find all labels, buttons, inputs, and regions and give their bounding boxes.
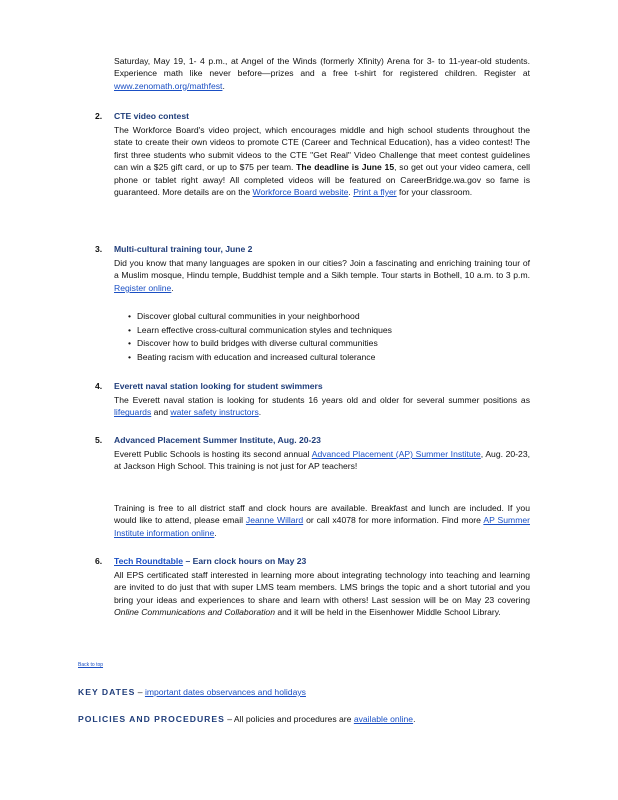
deadline-text: The deadline is June 15 [296,162,395,173]
mathfest-text: Saturday, May 19, 1- 4 p.m., at Angel of the Winds (formerly Xfinity) Arena for 3- to 11-year-old students. Experience math like never before—prizes and a free t-shirt for registered children. Register at [114,56,530,79]
item-title-cte-video-contest: CTE video contest [114,111,189,121]
policies-available-online-link[interactable]: available online [353,714,414,724]
item-title-multicultural-tour: Multi-cultural training tour, June 2 [114,244,253,254]
register-online-link[interactable]: Register online [114,282,172,293]
key-dates-line: KEY DATES – important dates observances and holidays [78,687,306,697]
multicultural-paragraph: Did you know that many languages are spoken in our cities? Join a fascinating and enriching training tour of a Muslim mosque, Hindu temple, Buddhist temple and a Sikh temple. Tour starts in Bothell, 10 a.m. to 3 p.m. Register online. [114,258,530,293]
list-item: • Learn effective cross-cultural communication styles and techniques [128,324,508,338]
tech-roundtable-link[interactable]: Tech Roundtable [114,556,184,566]
cte-contest-paragraph: The Workforce Board's video project, which encourages middle and high school students throughout the state to create their own videos to promote CTE (Career and Technical Education), has a video contest! The first three students who submit videos to the CTE "Get Real" Video Challenge that meet contest guidelines can win a $25 gift card, or up to $75 per team. The deadline is June 15, so get out your video camera, cell phone or tablet right away! All completed videos will be featured on CareerBridge.wa.gov so fame is guaranteed. More details are on the Workforce Board website. Print a flyer for your classroom. [114,125,530,198]
key-dates-label: KEY DATES [78,687,136,697]
item-title-ap-summer-institute: Advanced Placement Summer Institute, Aug. 20-23 [114,435,321,445]
jeanne-willard-email-link[interactable]: Jeanne Willard [245,515,304,526]
item-number-6: 6. [95,556,103,566]
list-item: • Discover how to build bridges with diverse cultural communities [128,337,508,351]
item-number-4: 4. [95,381,103,391]
item-number-5: 5. [95,435,103,445]
lifeguards-link[interactable]: lifeguards [114,407,152,418]
mathfest-paragraph: Saturday, May 19, 1- 4 p.m., at Angel of the Winds (formerly Xfinity) Arena for 3- to 11-year-old students. Experience math like never before—prizes and a free t-shirt for registered children. Register at www.zenomath.org/mathfest. [114,56,530,91]
list-item: • Beating racism with education and increased cultural tolerance [128,351,508,365]
ap-institute-paragraph-2: Training is free to all district staff and clock hours are available. Breakfast and lunch are included. If you would like to attend, please email Jeanne Willard or call x4078 for more information. Find more AP Summer Institute information online. [114,503,530,538]
policies-label: POLICIES AND PROCEDURES [78,714,225,724]
back-to-top-link[interactable]: Back to top [78,662,104,668]
list-item: • Discover global cultural communities in your neighborhood [128,310,508,324]
item-title-tech-roundtable: Tech Roundtable – Earn clock hours on May 23 [114,556,307,566]
key-dates-link[interactable]: important dates observances and holidays [144,687,306,697]
workforce-board-link[interactable]: Workforce Board website [252,187,349,198]
water-safety-instructors-link[interactable]: water safety instructors [170,407,259,418]
item-title-naval-station: Everett naval station looking for student swimmers [114,381,323,391]
ap-summer-institute-link[interactable]: Advanced Placement (AP) Summer Institute [311,449,481,459]
naval-station-paragraph: The Everett naval station is looking for students 16 years old and older for several summer positions as lifeguards and water safety instructors. [114,395,530,418]
tech-roundtable-paragraph: All EPS certificated staff interested in learning more about integrating technology into teaching and learning are invited to do just that with super LMS team members. LMS brings the topic and a short tutorial and you bring your ideas and experiences to share and learn with others! Last session will be on May 23 covering Online Communications and Collaboration and it will be held in the Eisenhower Middle School Library. [114,570,530,618]
ap-info-online-link[interactable]: AP Summer Institute information online [114,515,530,538]
item-number-3: 3. [95,244,103,254]
policies-line: POLICIES AND PROCEDURES – All policies and procedures are available online. [78,714,416,724]
ap-institute-paragraph-1: Everett Public Schools is hosting its second annual Advanced Placement (AP) Summer Institute, Aug. 20-23, at Jackson High School. This training is not just for AP teachers! [114,449,530,472]
item-number-2: 2. [95,111,103,121]
zenomath-link[interactable]: www.zenomath.org/mathfest [114,80,223,91]
tour-bullet-list [128,310,508,364]
print-flyer-link[interactable]: Print a flyer [353,187,397,198]
